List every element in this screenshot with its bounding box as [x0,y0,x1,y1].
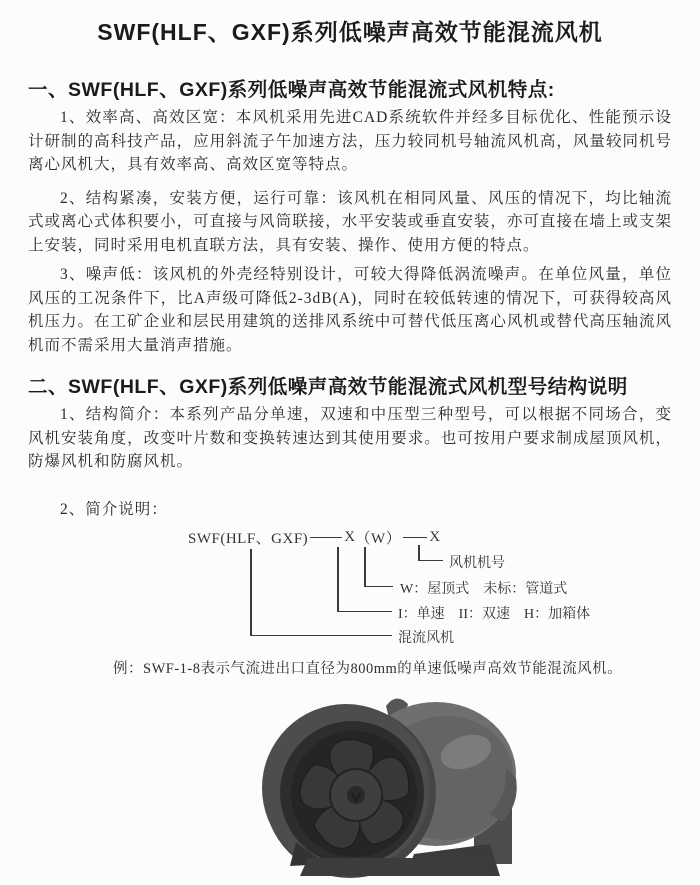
model-code-w: （W） [355,531,402,547]
document-page [0,14,700,880]
section1-heading: 一、SWF(HLF、GXF)系列低噪声高效节能混流式风机特点: [28,79,555,101]
connector-line-fan-number [418,560,443,561]
mixed-flow-fan-image [238,694,530,880]
model-intro-label: 2、简介说明： [60,500,168,518]
model-code-x1: X [344,529,356,545]
model-code-diagram [28,525,672,651]
fan-photo [238,694,530,880]
connector-line-speed-type [337,547,339,611]
code-dash-line [310,537,342,538]
section1-paragraph-3: 3、噪声低：该风机的外壳经特别设计，可较大得降低涡流噪声。在单位风量，单位风压的工况条件下，比A声级可降低2-3dB(A)，同时在较低转速的情况下，可获得较高风机压力。在工矿企业和层民用建筑的送排风系统中可替代低压离心风机或替代高压轴流风机而不需采用大量消声措施。 [28,266,672,354]
connector-line-roof-type [364,586,393,587]
label-mixed-flow: 混流风机 [398,631,454,646]
model-code-prefix: SWF(HLF、GXF) [188,531,309,547]
label-roof-type: W：屋顶式 未标：管道式 [400,582,568,597]
connector-line-mixed-flow [250,635,392,636]
page-title: SWF(HLF、GXF)系列低噪声高效节能混流风机 [97,19,603,45]
section2-heading: 二、SWF(HLF、GXF)系列低噪声高效节能混流式风机型号结构说明 [28,376,628,398]
section1-paragraph-1: 1、效率高、高效区宽：本风机采用先进CAD系统软件并经多目标优化、性能预示设计研制的高科技产品，应用斜流子午加速方法，压力较同机号轴流风机高，风量较同机号离心风机大，具有效率高、高效区宽等特点。 [28,109,672,173]
model-example-text: 例：SWF-1-8表示气流进出口直径为800mm的单速低噪声高效节能混流风机。 [113,661,623,677]
connector-line-speed-type [337,611,392,612]
model-code-row [188,527,441,548]
connector-line-mixed-flow [250,549,252,635]
code-dash-line [403,537,427,538]
model-code-x2: X [429,529,441,545]
connector-line-roof-type [364,547,366,586]
section2-paragraph-1: 1、结构简介：本系列产品分单速，双速和中压型三种型号，可以根据不同场合，变风机安装角度，改变叶片数和变换转速达到其使用要求。也可按用户要求制成屋顶风机，防爆风机和防腐风机。 [28,406,672,470]
label-fan-number: 风机机号 [449,556,505,571]
label-speed-type: I：单速 II：双速 H：加箱体 [398,607,591,622]
section1-paragraph-2: 2、结构紧凑，安装方便，运行可靠：该风机在相同风量、风压的情况下，均比轴流式或离心式体积要小，可直接与风筒联接，水平安装或垂直安装，亦可直接在墙上或支架上安装，同时采用电机直联方法，具有安装、操作、使用方便的特点。 [28,189,672,254]
connector-line-fan-number [418,545,420,560]
